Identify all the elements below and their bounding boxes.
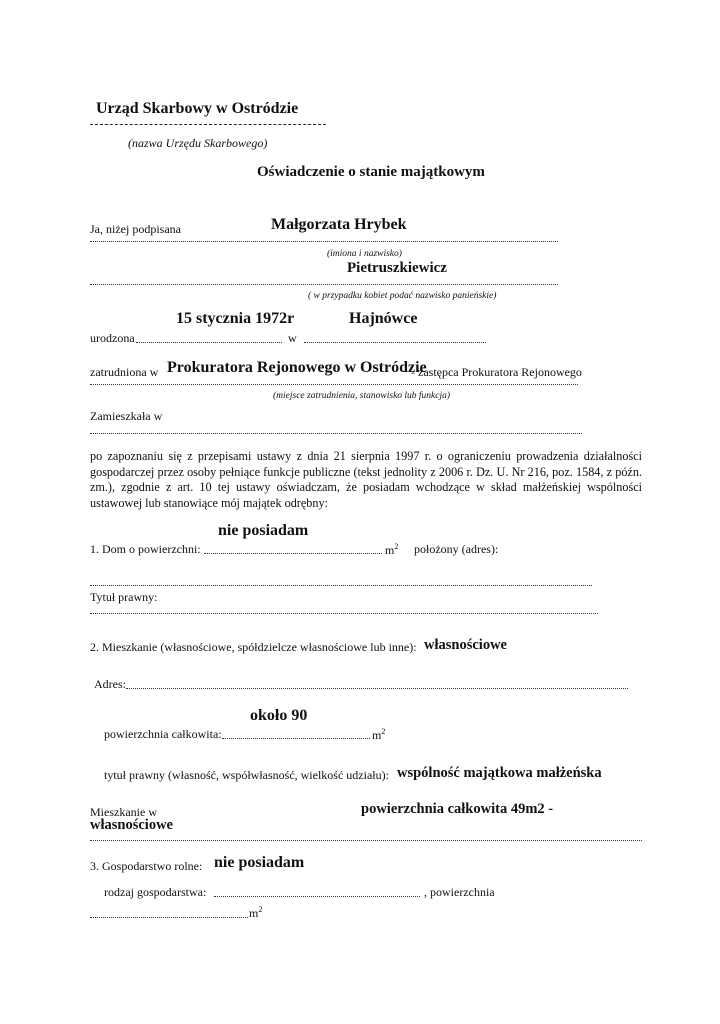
farm-kind-dots [214,896,420,897]
birth-date: 15 stycznia 1972r [176,310,295,327]
house-title-label: Tytuł prawny: [90,590,158,604]
office-caption: (nazwa Urzędu Skarbowego) [128,136,268,150]
signatory-label: Ja, niżej podpisana [90,222,181,236]
apartment-area-value: około 90 [250,707,308,724]
name-caption: (imiona i nazwisko) [327,249,402,259]
house-title-dots [90,613,598,614]
farm-label: 3. Gospodarstwo rolne: [90,859,203,873]
house-unit: $m^2$ [385,542,399,557]
house-area-dots [204,553,382,554]
house-value: nie posiadam [218,522,309,539]
birth-place: Hajnówce [349,310,418,327]
apartment-area-dots [222,738,370,739]
second-apartment-dots [90,840,642,841]
name-dots [90,241,558,242]
maiden-caption: ( w przypadku kobiet podać nazwisko panieńskie) [308,291,497,301]
page-title: Oświadczenie o stanie majątkowym [257,164,485,180]
farm-unit: $m^2$ [249,905,263,920]
second-apartment-type: własnościowe [90,817,173,833]
statement-paragraph: po zapoznaniu się z przepisami ustawy z dnia 21 sierpnia 1997 r. o ograniczeniu prowadzenia działalności gospodarczej przez osoby pełniące funkcje publiczne (tekst jednolity z 2006 r. Dz. U. Nr 216, poz. 1584, z późn. zm.), zgodnie z art. 10 tej ustawy oświadczam, że posiadam wchodzące w skład małżeńskiej wspólności ustawowej lub stanowiące mój majątek odrębny: [90,449,642,510]
maiden-dots [90,284,558,285]
maiden-name: Pietruszkiewicz [347,260,447,276]
apartment-type: własnościowe [424,637,507,653]
apartment-address-label: Adres: [94,677,126,691]
farm-kind-label: rodzaj gospodarstwa: [104,885,207,899]
farm-area-label: , powierzchnia [424,885,495,899]
birth-place-dots [304,342,486,343]
apartment-address-dots [126,688,628,689]
residence-label: Zamieszkała w [90,409,163,423]
second-apartment-area: powierzchnia całkowita 49m2 - [361,801,554,817]
apartment-label: 2. Mieszkanie (własnościowe, spółdzielcze własnościowe lub inne): [90,640,417,654]
born-in-label: w [288,331,297,345]
employer: Prokuratora Rejonowego w Ostródzie [167,359,427,376]
farm-area-dots [90,917,248,918]
apartment-unit: $m^2$ [372,727,386,742]
position: - zastępca Prokuratora Rejonowego [411,365,582,379]
house-label: 1. Dom o powierzchni: [90,542,201,556]
born-label: urodzona [90,331,135,345]
residence-dots [90,433,582,434]
farm-value: nie posiadam [214,854,305,871]
employment-caption: (miejsce zatrudnienia, stanowisko lub funkcja) [273,391,451,401]
office-underline [90,124,326,125]
apartment-title-label: tytuł prawny (własność, współwłasność, wielkość udziału): [104,768,389,782]
employed-label: zatrudniona w [90,365,159,379]
apartment-area-label: powierzchnia całkowita: [104,727,222,741]
office-name: Urząd Skarbowy w Ostródzie [96,100,299,117]
apartment-title-value: wspólność majątkowa małżeńska [397,765,602,781]
signatory-name: Małgorzata Hrybek [271,216,407,233]
employment-dots [90,384,578,385]
second-apartment-label: Mieszkanie w [90,805,157,819]
house-address-dots [90,585,592,586]
birth-date-dots [136,342,282,343]
house-located-label: położony (adres): [414,542,499,556]
